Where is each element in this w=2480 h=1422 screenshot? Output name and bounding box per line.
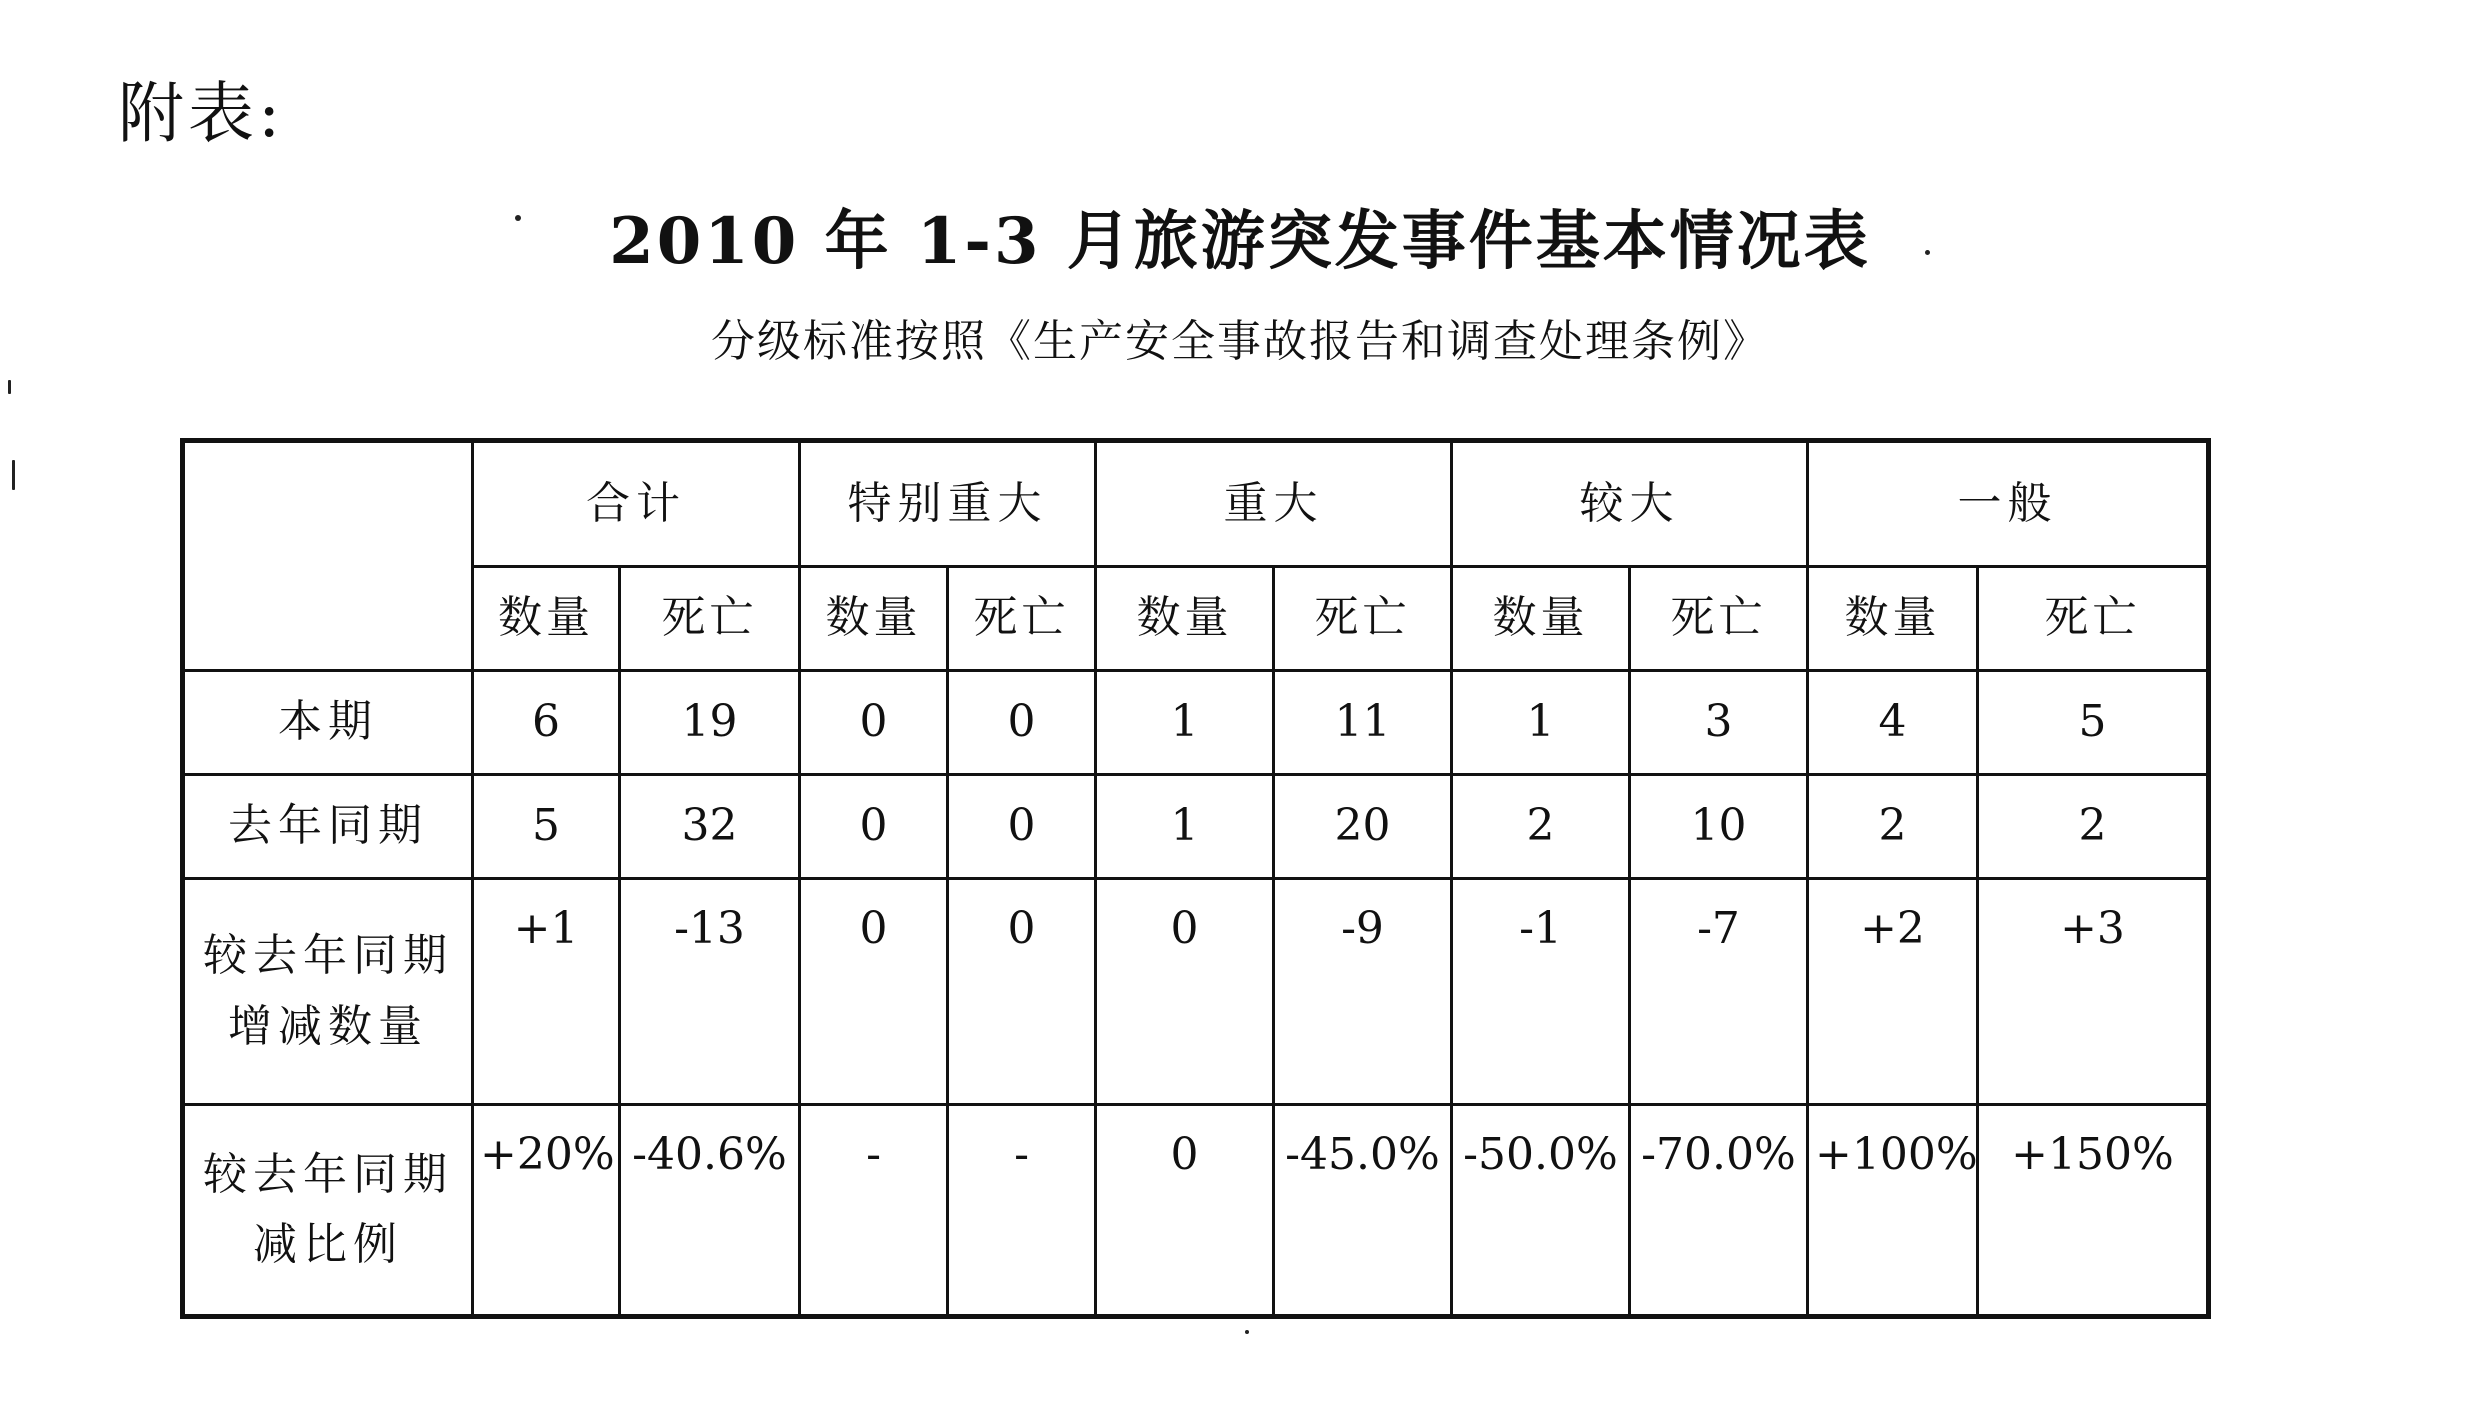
table-cell: +20% <box>473 1105 620 1317</box>
page-label: 附表: <box>118 75 285 152</box>
table-cell: 0 <box>948 879 1096 1105</box>
table-cell: 4 <box>1808 671 1978 775</box>
document-subtitle: 分级标准按照《生产安全事故报告和调查处理条例》 <box>711 316 1769 367</box>
table-cell: 2 <box>1808 775 1978 879</box>
table-row <box>183 1105 2209 1317</box>
group-header-total: 合计 <box>473 441 800 567</box>
table-cell: - <box>800 1105 948 1317</box>
row-label: 较去年同期增减数量 <box>183 879 473 1105</box>
table-cell: 0 <box>948 671 1096 775</box>
subheader-count: 数量 <box>800 567 948 671</box>
row-label: 较去年同期减比例 <box>183 1105 473 1317</box>
subheader-count: 数量 <box>473 567 620 671</box>
table-cell: 5 <box>473 775 620 879</box>
subheader-count: 数量 <box>1808 567 1978 671</box>
table-cell: 19 <box>620 671 800 775</box>
table-cell: +150% <box>1978 1105 2209 1317</box>
table-cell: 10 <box>1630 775 1808 879</box>
table-cell: +3 <box>1978 879 2209 1105</box>
group-header-relatively-large: 较大 <box>1452 441 1808 567</box>
subheader-count: 数量 <box>1096 567 1274 671</box>
subheader-deaths: 死亡 <box>1630 567 1808 671</box>
subheader-deaths: 死亡 <box>1274 567 1452 671</box>
table-cell: 3 <box>1630 671 1808 775</box>
table-cell: 32 <box>620 775 800 879</box>
table-cell: 1 <box>1096 775 1274 879</box>
table-cell: 0 <box>800 671 948 775</box>
table-cell: +100% <box>1808 1105 1978 1317</box>
corner-cell <box>183 441 473 671</box>
table-cell: -13 <box>620 879 800 1105</box>
table-cell: -9 <box>1274 879 1452 1105</box>
table-cell: +1 <box>473 879 620 1105</box>
table-row <box>183 879 2209 1105</box>
group-header-especially-major: 特别重大 <box>800 441 1096 567</box>
subheader-deaths: 死亡 <box>948 567 1096 671</box>
scan-speck <box>12 460 15 490</box>
table-cell: -50.0% <box>1452 1105 1630 1317</box>
table-cell: 11 <box>1274 671 1452 775</box>
statistics-table-wrapper <box>180 438 2206 1314</box>
table-cell: 0 <box>800 879 948 1105</box>
table-row <box>183 775 2209 879</box>
statistics-table <box>180 438 2211 1319</box>
table-cell: +2 <box>1808 879 1978 1105</box>
row-label: 本期 <box>183 671 473 775</box>
table-cell: 0 <box>1096 879 1274 1105</box>
table-cell: 5 <box>1978 671 2209 775</box>
scan-speck <box>8 380 11 394</box>
table-cell: 20 <box>1274 775 1452 879</box>
subheader-deaths: 死亡 <box>620 567 800 671</box>
table-cell: -70.0% <box>1630 1105 1808 1317</box>
table-cell: 0 <box>800 775 948 879</box>
group-header-general: 一般 <box>1808 441 2209 567</box>
table-cell: 6 <box>473 671 620 775</box>
table-cell: -45.0% <box>1274 1105 1452 1317</box>
table-cell: -1 <box>1452 879 1630 1105</box>
table-row <box>183 671 2209 775</box>
group-header-major: 重大 <box>1096 441 1452 567</box>
scan-speck <box>1925 250 1930 255</box>
scan-speck <box>515 215 521 221</box>
table-cell: -7 <box>1630 879 1808 1105</box>
row-label: 去年同期 <box>183 775 473 879</box>
table-cell: 1 <box>1096 671 1274 775</box>
table-cell: 0 <box>948 775 1096 879</box>
table-cell: - <box>948 1105 1096 1317</box>
table-cell: 2 <box>1978 775 2209 879</box>
subheader-deaths: 死亡 <box>1978 567 2209 671</box>
document-title: 2010 年 1-3 月旅游突发事件基本情况表 <box>609 204 1871 279</box>
table-cell: 2 <box>1452 775 1630 879</box>
subheader-count: 数量 <box>1452 567 1630 671</box>
table-cell: 0 <box>1096 1105 1274 1317</box>
table-cell: -40.6% <box>620 1105 800 1317</box>
scan-speck <box>1245 1330 1249 1334</box>
table-cell: 1 <box>1452 671 1630 775</box>
